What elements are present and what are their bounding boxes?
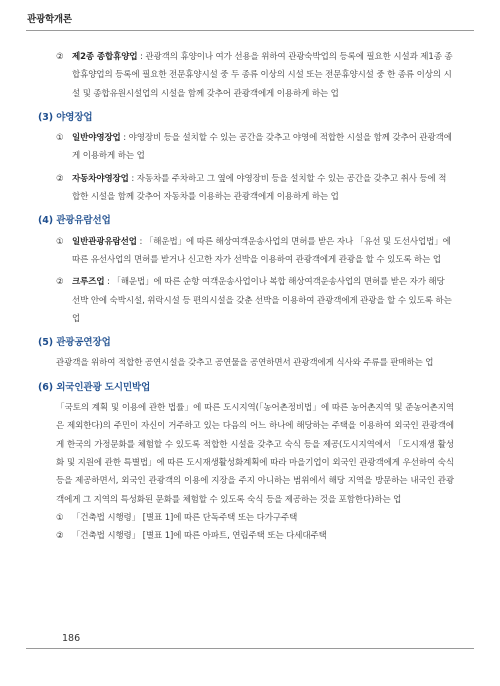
homestay-description: 「국토의 계획 및 이용에 관한 법률」에 따른 도시지역(「농어촌정비법」에 따른 농어촌지역 및 준농어촌지역은 제외한다)의 주민이 자신이 거주하고 있는 다음의 어느 하나에 해당하는 주택을 이용하여 외국인 관광객에게 한국의 가정문화를 체험할 수 있도록 적합한 시설을 갖추고 숙식 등을 제공(도시지역에서 「도시재생 활성화 및 지원에 관한 특별법」에 따른 도시재생활성화계획에 따라 마을기업이 외국인 관광객에게 우선하여 숙식 등을 제공하면서, 외국인 관광객의 이용에 지장을 주지 아니하는 범위에서 해당 지역을 방문하는 내국인 관광객에게 그 지역의 특성화된 문화를 체험할 수 있도록 숙식 등을 제공하는 것을 포함한다)하는 업 [56,403,454,505]
item-text: 「건축법 시행령」 [별표 1]에 따른 단독주택 또는 다가구주택 [72,512,298,523]
item-number: ① [56,236,64,247]
cruise-item-1 [56,233,454,270]
page-number: 186 [62,633,81,644]
footer-rule [26,648,474,649]
item-term: 일반관광유람선업 [72,236,137,247]
page-header [0,0,500,34]
campsite-item-1 [56,129,454,166]
item-number: ② [56,52,64,62]
item-text: : 「해운법」에 따른 해상여객운송사업의 면허를 받은 자나 「유선 및 도선사업법」에 따른 유선사업의 면허를 받거나 신고한 자가 선박을 이용하여 관광객에게 관광을 할 수 있도록 하는 업 [72,236,451,265]
cruise-item-2 [56,273,454,328]
item-term: 일반야영장업 [72,133,121,144]
item-text: : 「해운법」에 따른 순항 여객운송사업이나 복합 해상여객운송사업의 면허를 받은 자가 해당 선박 안에 숙박시설, 위락시설 등 편의시설을 갖춘 선박을 이용하여 관광객에게 관광을 할 수 있도록 하는 업 [72,277,452,324]
item-number: ① [56,133,64,144]
item-number: ② [56,531,64,542]
performance-description: 관광객을 위하여 적합한 공연시설을 갖추고 공연물을 공연하면서 관광객에게 식사와 주류를 판매하는 업 [56,358,434,369]
item-term: 자동차야영장업 [72,173,129,184]
homestay-item-2 [56,527,454,545]
lodging-item-2 [56,48,454,103]
item-number: ② [56,173,64,184]
item-term: 제2종 종합휴양업 [72,52,138,62]
homestay-item-1 [56,509,454,527]
header-rule [26,30,474,31]
item-number: ① [56,512,64,523]
page-body [38,48,454,549]
running-header-title: 관광학개론 [27,14,72,25]
section-title-performance: (5) 관광공연장업 [38,337,111,349]
item-text: 「건축법 시행령」 [별표 1]에 따른 아파트, 연립주택 또는 다세대주택 [72,531,327,542]
item-text: : 야영장비 등을 설치할 수 있는 공간을 갖추고 야영에 적합한 시설을 함께 갖추어 관광객에게 이용하게 하는 업 [72,133,452,162]
item-text: : 관광객의 휴양이나 여가 선용을 위하여 관광숙박업의 등록에 필요한 시설과 제1종 종합휴양업의 등록에 필요한 전문휴양시설 중 두 종류 이상의 시설 또는 전문휴양시설 중 한 종류 이상의 시설 및 종합유원시설업의 시설을 함께 갖추어 관광객에게 이용하게 하는 업 [72,52,453,99]
campsite-item-2 [56,170,454,207]
item-text: : 자동차를 주차하고 그 옆에 야영장비 등을 설치할 수 있는 공간을 갖추고 취사 등에 적합한 시설을 함께 갖추어 자동차를 이용하는 관광객에게 이용하게 하는 업 [72,173,447,203]
section-title-campsite: (3) 야영장업 [38,111,93,123]
item-term: 크루즈업 [72,277,105,288]
section-title-cruise: (4) 관광유람선업 [38,215,111,227]
item-number: ② [56,277,64,288]
section-title-homestay: (6) 외국인관광 도시민박업 [38,381,151,393]
